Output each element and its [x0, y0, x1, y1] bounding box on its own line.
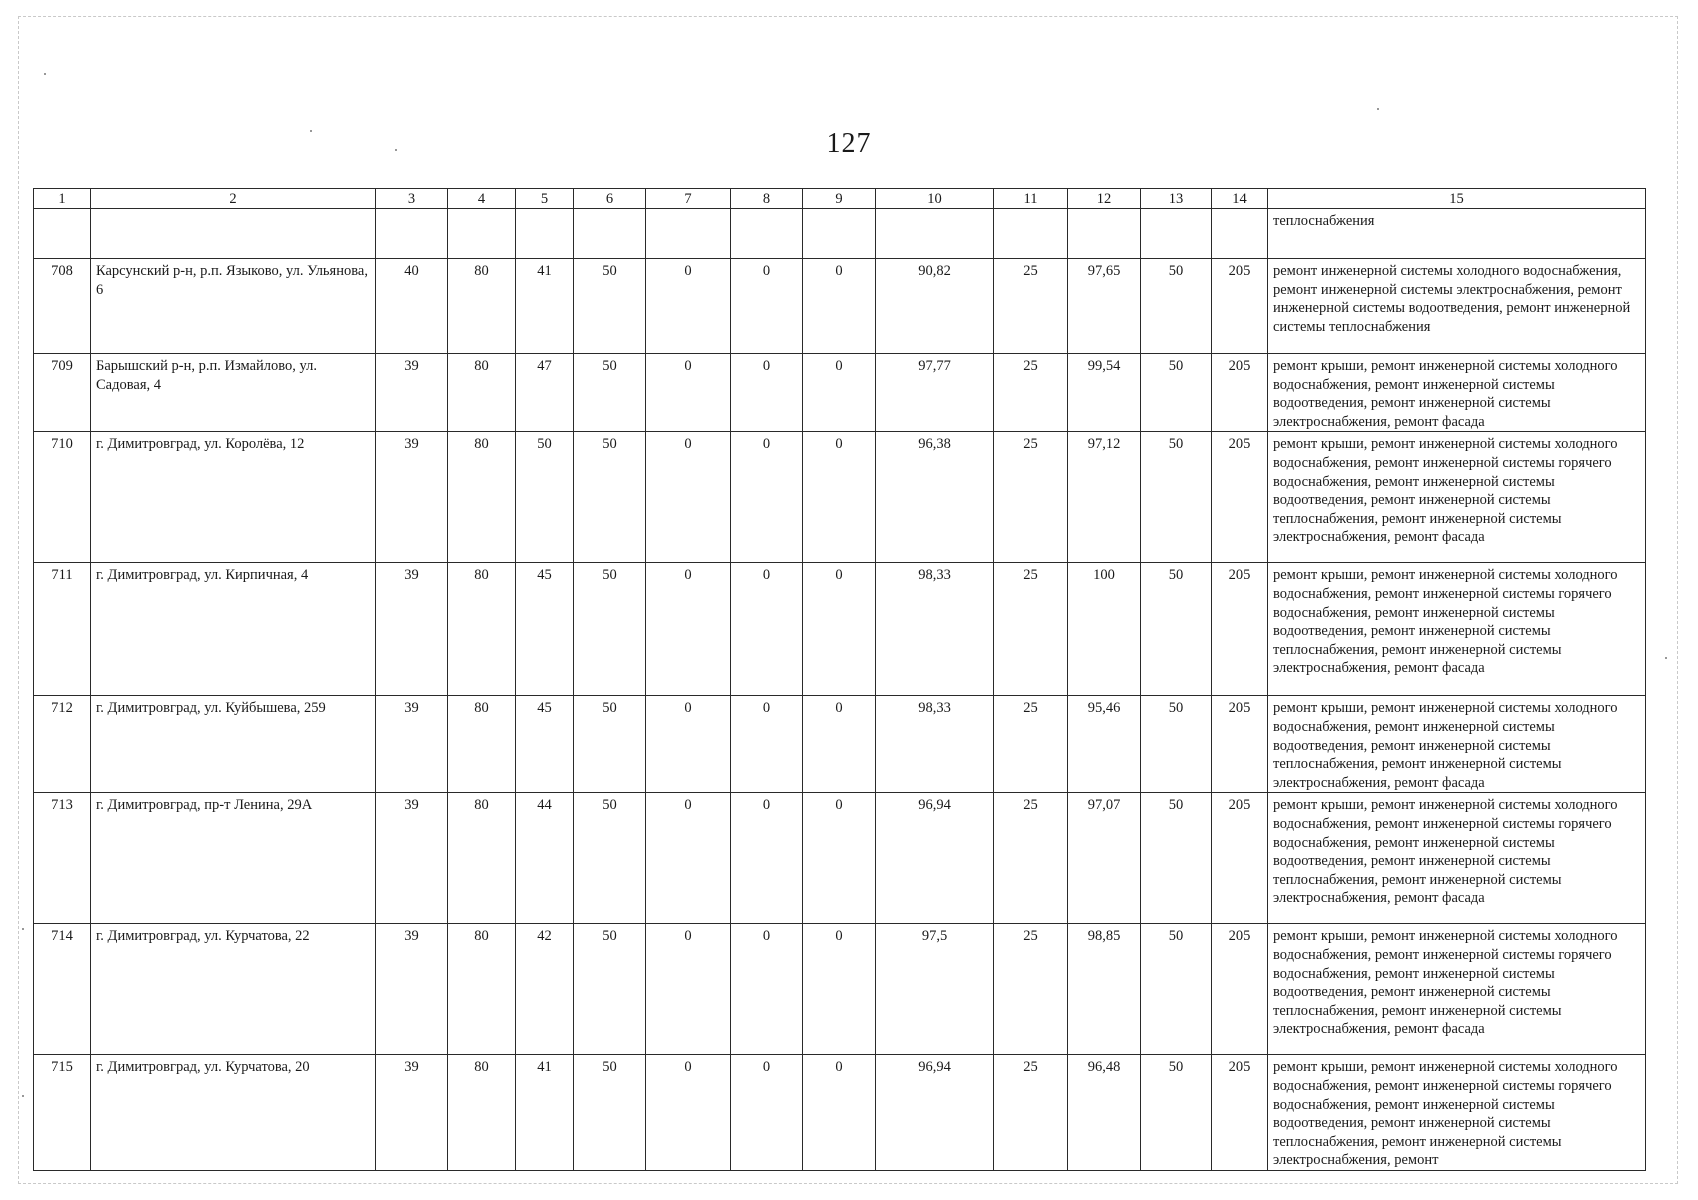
- value-cell: [574, 209, 646, 259]
- row-number-cell: [34, 209, 91, 259]
- table-row: [34, 793, 1646, 924]
- table-row: [34, 563, 1646, 696]
- value-cell: 0: [646, 696, 731, 793]
- value-cell: 0: [803, 696, 876, 793]
- column-header: 8: [731, 189, 803, 209]
- value-cell: 0: [803, 432, 876, 563]
- value-cell: 50: [574, 696, 646, 793]
- value-cell: 97,07: [1068, 793, 1141, 924]
- works-cell: теплоснабжения: [1268, 209, 1646, 259]
- value-cell: 50: [574, 1055, 646, 1171]
- column-header: 6: [574, 189, 646, 209]
- works-cell: ремонт крыши, ремонт инженерной системы холодного водоснабжения, ремонт инженерной системы горячего водоснабжения, ремонт инженерной системы водоотведения, ремонт инженерной системы теплоснабжения, ремонт инженерной системы электроснабжения, ремонт: [1268, 1055, 1646, 1171]
- value-cell: 25: [994, 1055, 1068, 1171]
- value-cell: 97,5: [876, 924, 994, 1055]
- value-cell: 98,33: [876, 563, 994, 696]
- value-cell: 0: [803, 259, 876, 354]
- value-cell: 39: [376, 924, 448, 1055]
- value-cell: 41: [516, 1055, 574, 1171]
- value-cell: 80: [448, 354, 516, 432]
- value-cell: 39: [376, 1055, 448, 1171]
- address-cell: [91, 209, 376, 259]
- value-cell: 80: [448, 1055, 516, 1171]
- value-cell: 0: [646, 563, 731, 696]
- row-number-cell: 712: [34, 696, 91, 793]
- value-cell: 50: [1141, 793, 1212, 924]
- value-cell: 45: [516, 563, 574, 696]
- value-cell: 50: [1141, 259, 1212, 354]
- value-cell: [646, 209, 731, 259]
- value-cell: 25: [994, 259, 1068, 354]
- value-cell: 50: [574, 793, 646, 924]
- value-cell: [1212, 209, 1268, 259]
- value-cell: 42: [516, 924, 574, 1055]
- value-cell: 95,46: [1068, 696, 1141, 793]
- value-cell: 80: [448, 793, 516, 924]
- value-cell: 205: [1212, 259, 1268, 354]
- value-cell: 0: [731, 1055, 803, 1171]
- value-cell: 96,38: [876, 432, 994, 563]
- value-cell: 50: [574, 924, 646, 1055]
- row-number-cell: 715: [34, 1055, 91, 1171]
- value-cell: 41: [516, 259, 574, 354]
- value-cell: 45: [516, 696, 574, 793]
- value-cell: 39: [376, 432, 448, 563]
- value-cell: 0: [646, 259, 731, 354]
- column-header: 3: [376, 189, 448, 209]
- value-cell: 80: [448, 696, 516, 793]
- value-cell: 39: [376, 563, 448, 696]
- value-cell: 90,82: [876, 259, 994, 354]
- value-cell: [516, 209, 574, 259]
- value-cell: 0: [731, 354, 803, 432]
- works-cell: ремонт крыши, ремонт инженерной системы холодного водоснабжения, ремонт инженерной системы водоотведения, ремонт инженерной системы теплоснабжения, ремонт инженерной системы электроснабжения, ремонт фасада: [1268, 696, 1646, 793]
- value-cell: 80: [448, 432, 516, 563]
- value-cell: [876, 209, 994, 259]
- column-header: 9: [803, 189, 876, 209]
- address-cell: Барышский р-н, р.п. Измайлово, ул. Садовая, 4: [91, 354, 376, 432]
- row-number-cell: 710: [34, 432, 91, 563]
- column-header: 4: [448, 189, 516, 209]
- value-cell: 0: [646, 432, 731, 563]
- value-cell: 96,94: [876, 1055, 994, 1171]
- scan-speck: [22, 928, 24, 930]
- value-cell: 0: [803, 1055, 876, 1171]
- value-cell: [1141, 209, 1212, 259]
- table-row: [34, 354, 1646, 432]
- value-cell: 0: [803, 793, 876, 924]
- value-cell: 0: [803, 563, 876, 696]
- column-header: 12: [1068, 189, 1141, 209]
- value-cell: [731, 209, 803, 259]
- works-cell: ремонт крыши, ремонт инженерной системы холодного водоснабжения, ремонт инженерной системы горячего водоснабжения, ремонт инженерной системы водоотведения, ремонт инженерной системы теплоснабжения, ремонт инженерной системы электроснабжения, ремонт фасада: [1268, 432, 1646, 563]
- value-cell: 47: [516, 354, 574, 432]
- value-cell: 0: [731, 563, 803, 696]
- value-cell: 25: [994, 563, 1068, 696]
- value-cell: 25: [994, 432, 1068, 563]
- value-cell: 205: [1212, 354, 1268, 432]
- value-cell: 50: [516, 432, 574, 563]
- value-cell: 0: [731, 432, 803, 563]
- column-header: 1: [34, 189, 91, 209]
- value-cell: 0: [646, 1055, 731, 1171]
- value-cell: 0: [803, 924, 876, 1055]
- value-cell: 96,94: [876, 793, 994, 924]
- value-cell: 50: [574, 354, 646, 432]
- value-cell: 39: [376, 354, 448, 432]
- column-header: 10: [876, 189, 994, 209]
- value-cell: [1068, 209, 1141, 259]
- value-cell: 25: [994, 696, 1068, 793]
- value-cell: 50: [1141, 563, 1212, 696]
- address-cell: г. Димитровград, ул. Курчатова, 20: [91, 1055, 376, 1171]
- row-number-cell: 709: [34, 354, 91, 432]
- row-number-cell: 711: [34, 563, 91, 696]
- value-cell: 98,85: [1068, 924, 1141, 1055]
- value-cell: 0: [646, 354, 731, 432]
- value-cell: [994, 209, 1068, 259]
- value-cell: 80: [448, 259, 516, 354]
- works-cell: ремонт крыши, ремонт инженерной системы холодного водоснабжения, ремонт инженерной системы водоотведения, ремонт инженерной системы электроснабжения, ремонт фасада: [1268, 354, 1646, 432]
- value-cell: 100: [1068, 563, 1141, 696]
- value-cell: 80: [448, 563, 516, 696]
- value-cell: 0: [646, 793, 731, 924]
- value-cell: [448, 209, 516, 259]
- works-cell: ремонт крыши, ремонт инженерной системы холодного водоснабжения, ремонт инженерной системы горячего водоснабжения, ремонт инженерной системы водоотведения, ремонт инженерной системы теплоснабжения, ремонт инженерной системы электроснабжения, ремонт фасада: [1268, 793, 1646, 924]
- value-cell: 205: [1212, 924, 1268, 1055]
- page-number: 127: [826, 128, 872, 159]
- works-cell: ремонт крыши, ремонт инженерной системы холодного водоснабжения, ремонт инженерной системы горячего водоснабжения, ремонт инженерной системы водоотведения, ремонт инженерной системы теплоснабжения, ремонт инженерной системы электроснабжения, ремонт фасада: [1268, 924, 1646, 1055]
- address-cell: г. Димитровград, ул. Королёва, 12: [91, 432, 376, 563]
- value-cell: 205: [1212, 793, 1268, 924]
- value-cell: 80: [448, 924, 516, 1055]
- value-cell: 50: [574, 563, 646, 696]
- value-cell: 50: [1141, 432, 1212, 563]
- value-cell: 205: [1212, 432, 1268, 563]
- value-cell: 0: [646, 924, 731, 1055]
- value-cell: 50: [574, 432, 646, 563]
- address-cell: г. Димитровград, ул. Курчатова, 22: [91, 924, 376, 1055]
- column-number-header-row: [34, 189, 1646, 209]
- value-cell: 98,33: [876, 696, 994, 793]
- row-number-cell: 714: [34, 924, 91, 1055]
- table-row: [34, 259, 1646, 354]
- value-cell: 50: [574, 259, 646, 354]
- table-row: [34, 924, 1646, 1055]
- value-cell: 44: [516, 793, 574, 924]
- row-number-cell: 708: [34, 259, 91, 354]
- scan-speck: [1665, 657, 1667, 659]
- address-cell: г. Димитровград, ул. Кирпичная, 4: [91, 563, 376, 696]
- column-header: 2: [91, 189, 376, 209]
- table-row: [34, 1055, 1646, 1171]
- value-cell: 0: [731, 793, 803, 924]
- column-header: 13: [1141, 189, 1212, 209]
- table-row: [34, 432, 1646, 563]
- value-cell: 50: [1141, 1055, 1212, 1171]
- column-header: 11: [994, 189, 1068, 209]
- scan-speck: [1377, 108, 1379, 110]
- value-cell: 50: [1141, 354, 1212, 432]
- value-cell: 97,65: [1068, 259, 1141, 354]
- value-cell: 50: [1141, 696, 1212, 793]
- value-cell: 50: [1141, 924, 1212, 1055]
- value-cell: 99,54: [1068, 354, 1141, 432]
- value-cell: 96,48: [1068, 1055, 1141, 1171]
- table-row: [34, 696, 1646, 793]
- address-cell: Карсунский р-н, р.п. Языково, ул. Ульянова, 6: [91, 259, 376, 354]
- scan-speck: [44, 73, 46, 75]
- scan-speck: [22, 1095, 24, 1097]
- value-cell: 205: [1212, 563, 1268, 696]
- value-cell: 205: [1212, 1055, 1268, 1171]
- value-cell: 25: [994, 793, 1068, 924]
- address-cell: г. Димитровград, пр-т Ленина, 29А: [91, 793, 376, 924]
- value-cell: 39: [376, 696, 448, 793]
- address-cell: г. Димитровград, ул. Куйбышева, 259: [91, 696, 376, 793]
- value-cell: 97,12: [1068, 432, 1141, 563]
- column-header: 14: [1212, 189, 1268, 209]
- works-cell: ремонт инженерной системы холодного водоснабжения, ремонт инженерной системы электроснабжения, ремонт инженерной системы водоотведения, ремонт инженерной системы теплоснабжения: [1268, 259, 1646, 354]
- column-header: 5: [516, 189, 574, 209]
- value-cell: [803, 209, 876, 259]
- repair-register-table: [33, 188, 1646, 1171]
- value-cell: 0: [731, 259, 803, 354]
- works-cell: ремонт крыши, ремонт инженерной системы холодного водоснабжения, ремонт инженерной системы горячего водоснабжения, ремонт инженерной системы водоотведения, ремонт инженерной системы теплоснабжения, ремонт инженерной системы электроснабжения, ремонт фасада: [1268, 563, 1646, 696]
- value-cell: 25: [994, 354, 1068, 432]
- value-cell: 0: [803, 354, 876, 432]
- value-cell: [376, 209, 448, 259]
- value-cell: 39: [376, 793, 448, 924]
- value-cell: 0: [731, 696, 803, 793]
- column-header: 15: [1268, 189, 1646, 209]
- table-row-continuation: [34, 209, 1646, 259]
- value-cell: 205: [1212, 696, 1268, 793]
- value-cell: 0: [731, 924, 803, 1055]
- value-cell: 40: [376, 259, 448, 354]
- value-cell: 97,77: [876, 354, 994, 432]
- column-header: 7: [646, 189, 731, 209]
- row-number-cell: 713: [34, 793, 91, 924]
- value-cell: 25: [994, 924, 1068, 1055]
